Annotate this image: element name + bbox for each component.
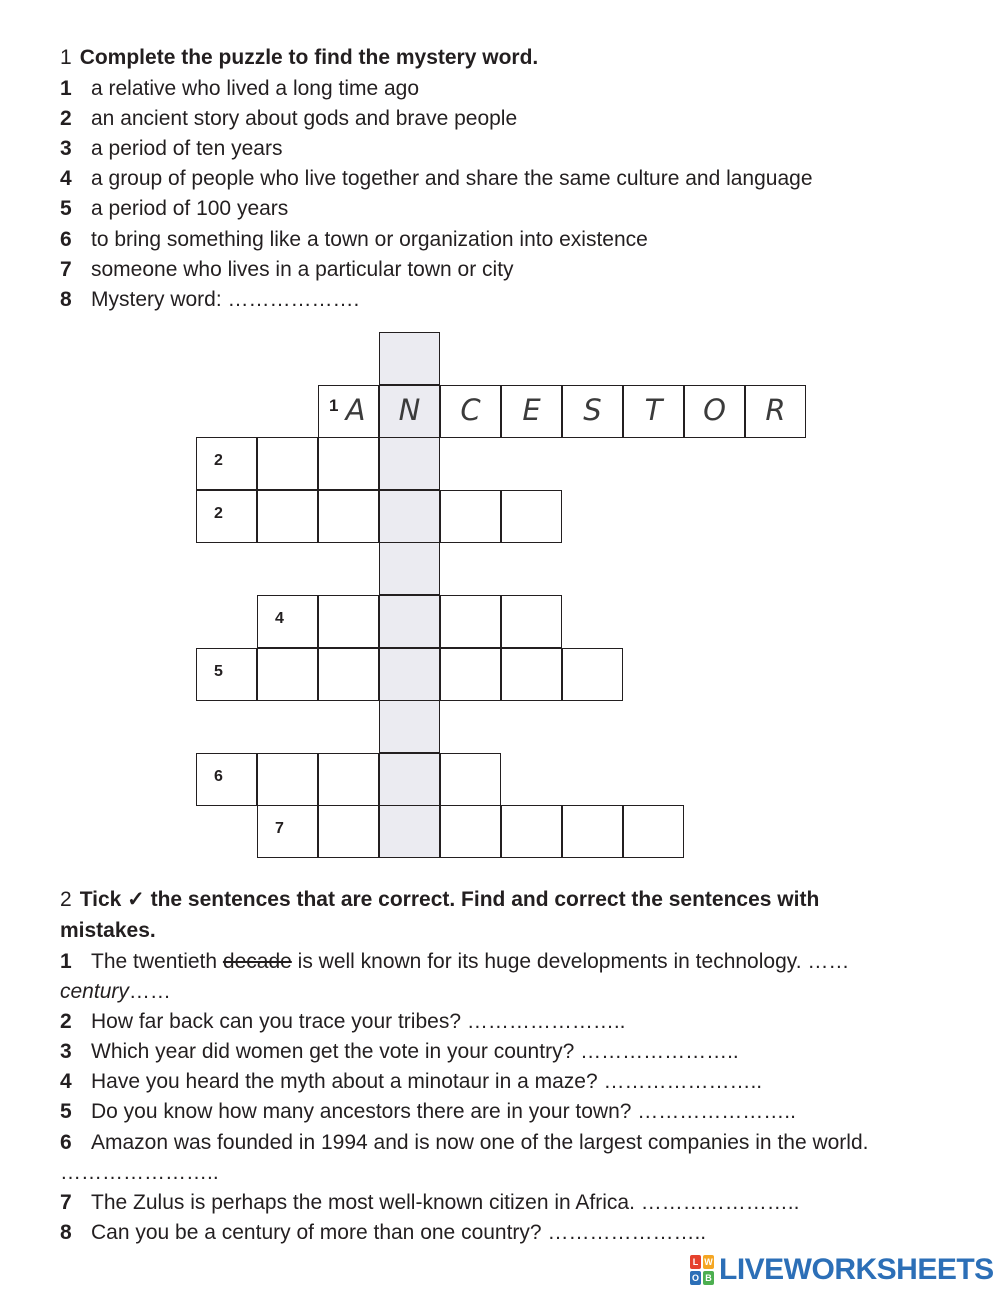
mystery-cell[interactable] xyxy=(379,595,440,648)
mystery-cell[interactable] xyxy=(379,700,440,753)
crossword-cell[interactable] xyxy=(440,385,501,438)
sentence-text: Amazon was founded in 1994 and is now one of the largest companies in the world. xyxy=(91,1131,869,1154)
crossword-cell[interactable] xyxy=(562,385,623,438)
crossword-cell[interactable] xyxy=(257,490,318,543)
crossword-cell[interactable] xyxy=(440,595,501,648)
clue-text: an ancient story about gods and brave people xyxy=(91,107,518,130)
crossword-cell[interactable] xyxy=(745,385,806,438)
crossword-cell[interactable] xyxy=(318,490,379,543)
answer-dots: ………………….. xyxy=(60,1161,219,1184)
clue-text: someone who lives in a particular town or city xyxy=(91,258,514,281)
crossword-cell[interactable] xyxy=(257,753,318,806)
crossword-cell[interactable] xyxy=(257,437,318,490)
clue-number: 5 xyxy=(60,197,72,220)
crossword-cell[interactable] xyxy=(257,805,318,858)
mystery-cell[interactable] xyxy=(379,805,440,858)
crossword-cell[interactable] xyxy=(440,805,501,858)
clue-number-label: 7 xyxy=(275,820,284,838)
logo-mark-tile: O xyxy=(691,1273,699,1283)
clue-number: 3 xyxy=(60,137,72,160)
clue-text: a group of people who live together and share the same culture and language xyxy=(91,167,813,190)
clue-number-label: 2 xyxy=(214,504,223,522)
clue-text: a relative who lived a long time ago xyxy=(91,77,420,100)
section2-instruction: Tick ✓ the sentences that are correct. Find and correct the sentences with xyxy=(79,888,820,911)
sentence-number: 4 xyxy=(60,1070,72,1093)
clue-number: 1 xyxy=(60,77,72,100)
crossword-cell[interactable] xyxy=(196,490,257,543)
sentence-1-answer[interactable] xyxy=(60,977,171,1007)
crossword-cell[interactable] xyxy=(257,648,318,701)
logo-mark-tile: B xyxy=(703,1271,714,1285)
sentence-6 xyxy=(60,1128,868,1158)
crossword-cell[interactable] xyxy=(501,595,562,648)
crossword-cell[interactable] xyxy=(684,385,745,438)
sentence-2[interactable] xyxy=(60,1007,626,1037)
sentence-8[interactable] xyxy=(60,1218,706,1248)
crossword-cell[interactable] xyxy=(196,753,257,806)
clue-number-label: 1 xyxy=(329,395,339,415)
mystery-cell[interactable] xyxy=(379,542,440,595)
mystery-cell[interactable] xyxy=(379,437,440,490)
clue-number-label: 5 xyxy=(214,662,223,680)
crossword-cell[interactable] xyxy=(562,805,623,858)
sentence-number: 7 xyxy=(60,1191,72,1214)
sentence-5[interactable] xyxy=(60,1097,796,1127)
answer-dots: …… xyxy=(128,980,171,1003)
logo-mark-tile: L xyxy=(690,1255,701,1269)
mystery-cell[interactable] xyxy=(379,648,440,701)
crossword-cell[interactable] xyxy=(501,648,562,701)
crossword-cell[interactable] xyxy=(440,648,501,701)
crossword-cell[interactable] xyxy=(318,385,379,438)
answer-text: century xyxy=(60,980,129,1003)
sentence-text-rest: is well known for its huge developments in technology. …… xyxy=(291,950,850,973)
section2-heading xyxy=(60,885,819,915)
sentence-3[interactable] xyxy=(60,1037,739,1067)
sentence-text: How far back can you trace your tribes? ………………….. xyxy=(91,1010,626,1033)
sentence-text: Have you heard the myth about a minotaur in a maze? ………………….. xyxy=(91,1070,763,1093)
sentence-4[interactable] xyxy=(60,1067,762,1097)
logo-mark-tile: W xyxy=(704,1257,713,1267)
crossword-cell[interactable] xyxy=(440,753,501,806)
sentence-number: 8 xyxy=(60,1221,72,1244)
clue-number: 7 xyxy=(60,258,72,281)
section2-number: 2 xyxy=(60,888,72,911)
crossword-cell[interactable] xyxy=(501,490,562,543)
logo-mark-icon xyxy=(690,1255,714,1285)
sentence-number: 6 xyxy=(60,1131,72,1154)
crossword-cell[interactable] xyxy=(623,805,684,858)
crossword-cell[interactable] xyxy=(196,437,257,490)
clue-number-label: 4 xyxy=(275,610,284,627)
crossword-cell[interactable] xyxy=(562,648,623,701)
struck-word: decade xyxy=(222,950,292,973)
clue-text: Mystery word: ………………. xyxy=(91,288,360,311)
clue-number: 4 xyxy=(60,167,72,190)
crossword-cell[interactable] xyxy=(623,385,684,438)
crossword-cell[interactable] xyxy=(318,648,379,701)
clue-text: to bring something like a town or organization into existence xyxy=(91,228,648,251)
clue-number: 6 xyxy=(60,228,72,251)
clue-number: 8 xyxy=(60,288,72,311)
crossword-cell[interactable] xyxy=(440,490,501,543)
crossword-cell[interactable] xyxy=(318,595,379,648)
sentence-text: Can you be a century of more than one country? ………………….. xyxy=(91,1221,707,1244)
sentence-text: Do you know how many ancestors there are in your town? ………………….. xyxy=(91,1100,796,1123)
crossword-cell[interactable] xyxy=(318,437,379,490)
mystery-cell[interactable] xyxy=(379,490,440,543)
crossword-cell[interactable] xyxy=(196,648,257,701)
crossword-cell[interactable] xyxy=(501,805,562,858)
crossword-cell[interactable] xyxy=(318,753,379,806)
sentence-1 xyxy=(60,947,849,977)
sentence-7[interactable] xyxy=(60,1188,799,1218)
mystery-cell[interactable] xyxy=(379,332,440,385)
cell-letter: O xyxy=(703,392,726,427)
mystery-cell[interactable] xyxy=(379,753,440,806)
sentence-number: 3 xyxy=(60,1040,72,1063)
cell-letter: S xyxy=(583,392,602,427)
sentence-number: 5 xyxy=(60,1100,72,1123)
sentence-number: 1 xyxy=(60,950,72,973)
sentence-text: Which year did women get the vote in your country? ………………….. xyxy=(91,1040,739,1063)
section1-number: 1 xyxy=(60,46,72,69)
logo-wordmark: LIVEWORKSHEETS xyxy=(719,1253,994,1286)
clue-number-label: 2 xyxy=(214,452,223,470)
cell-letter: N xyxy=(398,392,421,427)
crossword-cell[interactable] xyxy=(318,805,379,858)
cell-letter: T xyxy=(644,392,663,427)
cell-letter: A xyxy=(345,392,366,427)
section1-instruction: Complete the puzzle to find the mystery word. xyxy=(79,46,539,69)
cell-letter: C xyxy=(460,392,481,427)
sentence-6-answer[interactable] xyxy=(60,1158,219,1188)
crossword-cell[interactable] xyxy=(501,385,562,438)
cell-letter: E xyxy=(522,392,541,427)
clue-text: a period of 100 years xyxy=(91,197,289,220)
clue-number: 2 xyxy=(60,107,72,130)
clue-text: a period of ten years xyxy=(91,137,283,160)
liveworksheets-logo xyxy=(690,1253,994,1287)
sentence-text: The Zulus is perhaps the most well-known citizen in Africa. ………………….. xyxy=(91,1191,800,1214)
mystery-cell[interactable] xyxy=(379,385,440,438)
clue-number-label: 6 xyxy=(214,767,223,785)
sentence-number: 2 xyxy=(60,1010,72,1033)
section2-instruction-cont: mistakes. xyxy=(60,919,156,942)
crossword-cell[interactable] xyxy=(257,595,318,648)
cell-letter: R xyxy=(765,392,786,427)
sentence-text: The twentieth xyxy=(91,950,223,973)
